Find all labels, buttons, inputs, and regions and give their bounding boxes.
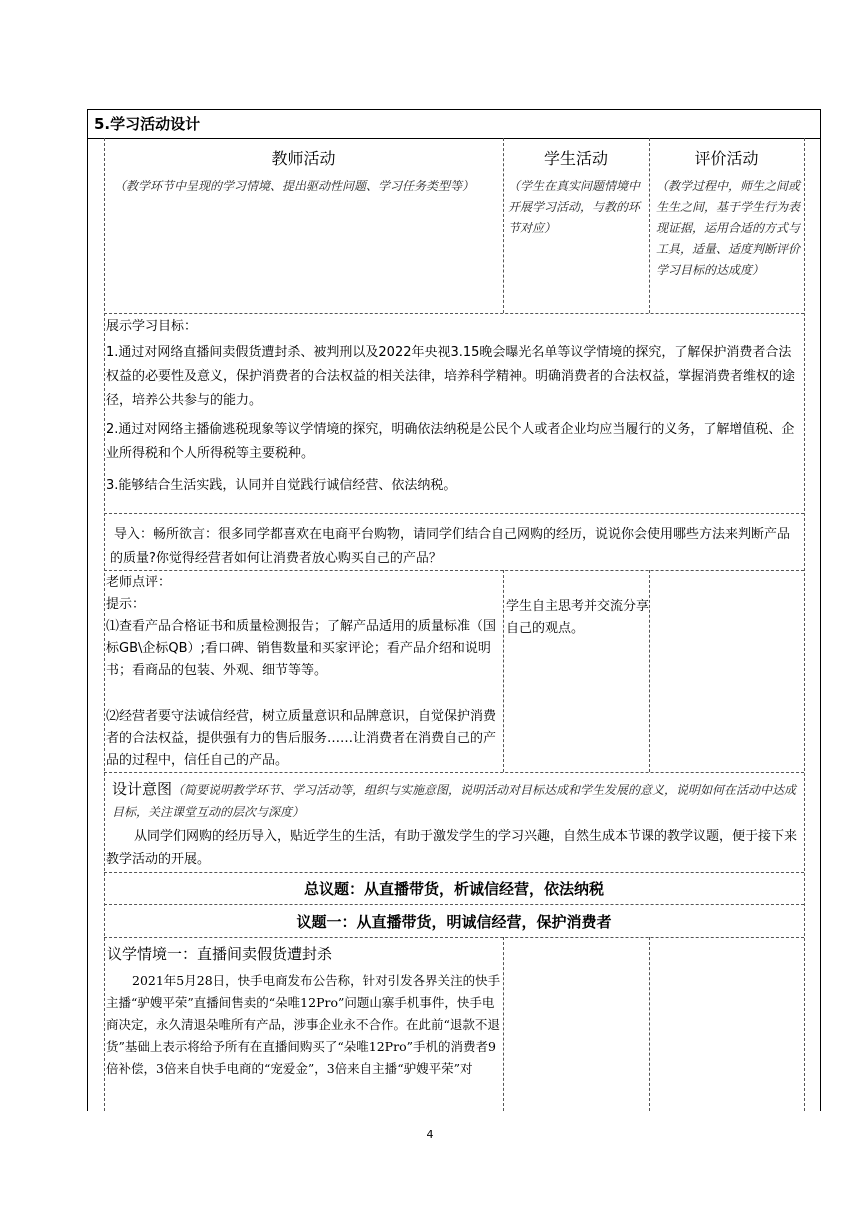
teacher-column-note: （教学环节中呈现的学习情境、提出驱动性问题、学习任务类型等） xyxy=(114,179,475,193)
teacher-column-title: 教师活动 xyxy=(271,149,336,168)
comment-point-2: ⑵经营者要守法诚信经营，树立质量意识和品牌意识，自觉保护消费者的合法权益，提供强有力的售后服务……让消费者在消费自己的产品的过程中，信任自己的产品。 xyxy=(106,709,497,768)
comment-point-1: ⑴查看产品合格证书和质量检测报告；了解产品适用的质量标准（国标GB\企标QB）;看口碑、销售数量和买家评论；看产品介绍和说明书；看商品的包装、外观、细节等等。 xyxy=(106,619,497,678)
design-intent xyxy=(112,778,802,824)
intro-text: 导入：畅所欲言：很多同学都喜欢在电商平台购物，请同学们结合自己网购的经历，说说你会使用哪些方法来判断产品的质量?你觉得经营者如何让消费者放心购买自己的产品？ xyxy=(110,527,791,566)
rule xyxy=(104,772,804,773)
evaluation-column-title: 评价活动 xyxy=(694,149,759,168)
section-title: 5.学习活动设计 xyxy=(94,115,201,133)
general-topic: 总议题：从直播带货，析诚信经营，依法纳税 xyxy=(303,880,604,898)
objective-item: 2.通过对网络主播偷逃税现象等议学情境的探究，明确依法纳税是公民个人或者企业均应当履行的义务，了解增值税、企业所得税和个人所得税等主要税种。 xyxy=(106,422,795,461)
objective-item: 1.通过对网络直播间卖假货遭封杀、被判刑以及2022年央视3.15晚会曝光名单等议学情境的探究，了解保护消费者合法权益的必要性及意义，保护消费者的合法权益的相关法律，培养科学精神。明确消费者的合法权益，掌握消费者维权的途径，培养公共参与的能力。 xyxy=(106,345,796,408)
design-intent-body: 从同学们网购的经历导入，贴近学生的生活，有助于激发学生的学习兴趣，自然生成本节课的教学议题，便于接下来教学活动的开展。 xyxy=(106,829,798,867)
rule xyxy=(649,937,650,1111)
student-activity-text: 学生自主思考并交流分享自己的观点。 xyxy=(506,599,650,636)
rule xyxy=(104,937,804,938)
rule xyxy=(104,313,804,314)
rule xyxy=(104,138,105,1111)
page-number: 4 xyxy=(426,1128,434,1141)
objectives-heading: 展示学习目标： xyxy=(106,319,198,334)
student-column-title: 学生活动 xyxy=(543,149,608,168)
scenario-body: 2021年5月28日，快手电商发布公告称，针对引发各界关注的快手主播“驴嫂平荣”直播间售卖的“朵唯12Pro”问题山寨手机事件，快手电商决定，永久清退朵唯所有产品，涉事企业永不合作。在此前“退款不退货”基础上表示将给予所有在直播间购买了“朵唯12Pro”手机的消费者9倍补偿，3倍来自快手电商的“宠爱金”，3倍来自主播“驴嫂平荣”对 xyxy=(106,973,501,1076)
comment-hint: 提示： xyxy=(106,597,146,612)
topic-one: 议题一：从直播带货，明诚信经营，保护消费者 xyxy=(296,913,612,931)
design-intent-label: 设计意图 xyxy=(112,780,173,798)
comment-label: 老师点评： xyxy=(106,575,172,590)
student-column-note: （学生在真实问题情境中开展学习活动，与教的环节对应） xyxy=(508,179,641,235)
scenario-title: 议学情境一：直播间卖假货遭封杀 xyxy=(107,945,333,963)
rule xyxy=(87,138,821,139)
design-intent-note: （简要说明教学环节、学习活动等，组织与实施意图，说明活动对目标达成和学生发展的意义，说明如何在活动中达成目标，关注课堂互动的层次与深度） xyxy=(112,783,797,819)
rule xyxy=(503,937,504,1111)
objective-item: 3.能够结合生活实践，认同并自觉践行诚信经营、依法纳税。 xyxy=(106,478,457,493)
rule xyxy=(503,570,504,772)
rule xyxy=(104,513,804,514)
rule xyxy=(104,872,804,873)
rule xyxy=(104,904,804,905)
rule xyxy=(804,138,805,1111)
evaluation-column-note: （教学过程中，师生之间或生生之间，基于学生行为表现证据，运用合适的方式与工具，适量、适度判断评价学习目标的达成度） xyxy=(656,179,801,277)
